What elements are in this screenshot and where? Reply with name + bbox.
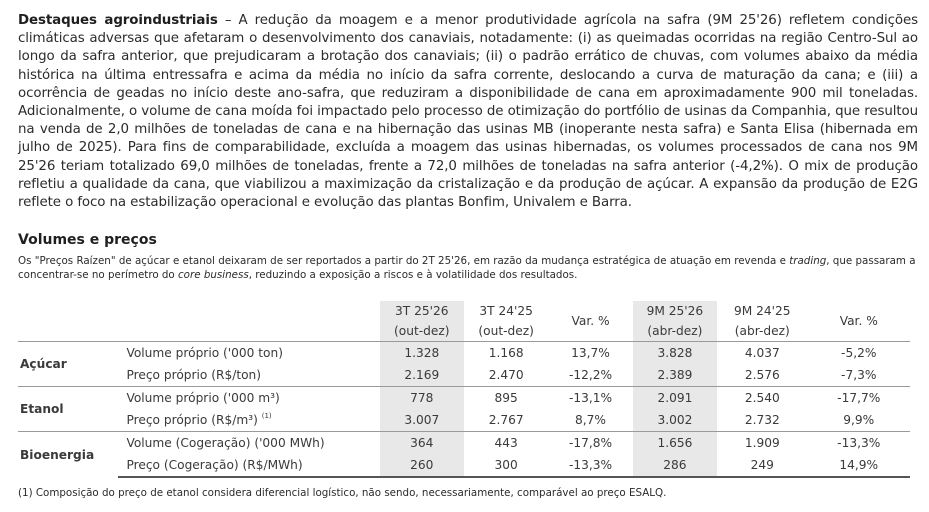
table-row [18,364,910,387]
cell: 2.767 [488,413,524,427]
header-row-1 [18,301,910,321]
header-var-quarter: Var. % [548,301,632,342]
header-9m2526-line2: (abr-dez) [633,321,717,342]
cell: 3.002 [633,409,717,432]
header-3t2425-line2: (out-dez) [464,321,548,342]
cell: -13,1% [548,387,632,410]
cell: 9,9% [843,413,875,427]
cell: 1.656 [633,432,717,455]
row-label: Volume (Cogeração) ('000 MWh) [118,432,379,455]
cell: -13,3% [548,454,632,477]
table-footnote: (1) Composição do preço de etanol considera diferencial logístico, não sendo, necessariamente, comparável ao preço ESALQ. [18,487,667,499]
header-9m2425-line1: 9M 24'25 [734,304,791,318]
prices-note [18,255,923,282]
cell: 4.037 [744,346,780,360]
highlights-title: Destaques agroindustriais [18,13,218,28]
row-label: Preço (Cogeração) (R$/MWh) [118,454,379,477]
header-9m2425-line2: (abr-dez) [717,321,807,342]
table-row [18,432,910,455]
cell: 2.389 [633,364,717,387]
cell: 1.168 [488,346,524,360]
cell: 443 [464,432,548,455]
table-row [18,454,910,477]
note-text-2: , que passaram a concentrar-se no perímetro do [18,255,916,281]
cell: -17,8% [548,432,632,455]
header-3t2526-line2: (out-dez) [380,321,464,342]
section-title: Volumes e preços [18,232,157,248]
header-var-9m: Var. % [807,301,910,342]
cell: -5,2% [841,346,877,360]
header-3t2526-line1: 3T 25'26 [380,301,464,321]
header-row-2 [18,321,910,342]
cell: 2.091 [633,387,717,410]
note-text-3: , reduzindo a exposição a riscos e à volatilidade dos resultados. [248,268,578,281]
note-text-1: Os "Preços Raízen" de açúcar e etanol deixaram de ser reportados a partir do 2T 25'26, em razão da mudança estratégica de atuação em revenda e [18,255,790,267]
table-row [18,342,910,365]
note-italic-core-business: core business [178,268,249,281]
cell: 13,7% [571,346,610,360]
cell: 778 [380,387,464,410]
row-label: Volume próprio ('000 ton) [126,346,283,360]
row-label [118,409,379,432]
cell: 2.576 [744,368,780,382]
cell: 895 [464,387,548,410]
group-etanol: Etanol [18,387,118,432]
row-label-text: Preço próprio (R$/m³) [126,413,258,427]
volumes-prices-table [18,301,910,478]
cell: 14,9% [807,454,910,477]
cell: 249 [717,454,807,477]
note-italic-trading: trading [789,255,827,267]
table-row [18,409,910,432]
cell: 286 [633,454,717,477]
cell: 2.470 [488,368,524,382]
cell: 260 [380,454,464,477]
highlights-body: – A redução da moagem e a menor produtividade agrícola na safra (9M 25'26) refletem condições climáticas adversas que afetaram o desenvolvimento dos canaviais, notadamente: (i) as queimadas ocorridas na região Centro-Sul ao longo da safra anterior, que prejudicaram a brotação dos canaviais; (ii) o padrão errático de chuvas, com volumes abaixo da média histórica na última entressafra e acima da média no início da safra corrente, deslocando a curva de maturação da cana; e (iii) a ocorrência de geadas no início deste ano-safra, que reduziram a disponibilidade de cana em aproximadamente 900 mil toneladas. Adicionalmente, o volume de cana moída foi impactado pelo processo de otimização do portfólio de usinas da Companhia, que resultou na venda de 2,0 milhões de toneladas de cana e na hibernação das usinas MB (inoperante nesta safra) e Santa Elisa (hibernada em julho de 2025). Para fins de comparabilidade, excluída a moagem das usinas hibernadas, os volumes processados de cana nos 9M 25'26 teriam totalizado 69,0 milhões de toneladas, frente a 72,0 milhões de toneladas na safra anterior (-4,2%). O mix de produção refletiu a qualidade da cana, que viabilizou a maximização da cristalização e da produção de açúcar. A expansão da produção de E2G reflete o foco na estabilização operacional e evolução das plantas Bonfim, Univalem e Barra. [18,13,919,211]
cell: 2.732 [744,413,780,427]
cell: -17,7% [807,387,910,410]
cell: 1.328 [380,342,464,365]
cell: 3.007 [380,409,464,432]
cell: 3.828 [633,342,717,365]
cell: 8,7% [575,413,607,427]
group-bioenergia: Bioenergia [18,432,118,478]
cell: 2.169 [380,364,464,387]
header-3t2425-line1: 3T 24'25 [479,304,533,318]
row-label: Volume próprio ('000 m³) [118,387,379,410]
cell: 2.540 [717,387,807,410]
header-9m2526-line1: 9M 25'26 [633,301,717,321]
cell: -7,3% [841,368,877,382]
cell: -12,2% [568,368,613,382]
cell: 300 [464,454,548,477]
footnote-marker: (1) [261,412,272,420]
cell: 1.909 [717,432,807,455]
cell: 364 [380,432,464,455]
row-label: Preço próprio (R$/ton) [126,368,262,382]
cell: -13,3% [807,432,910,455]
group-acucar: Açúcar [20,357,67,371]
highlights-paragraph [18,12,918,212]
table-row [18,387,910,410]
